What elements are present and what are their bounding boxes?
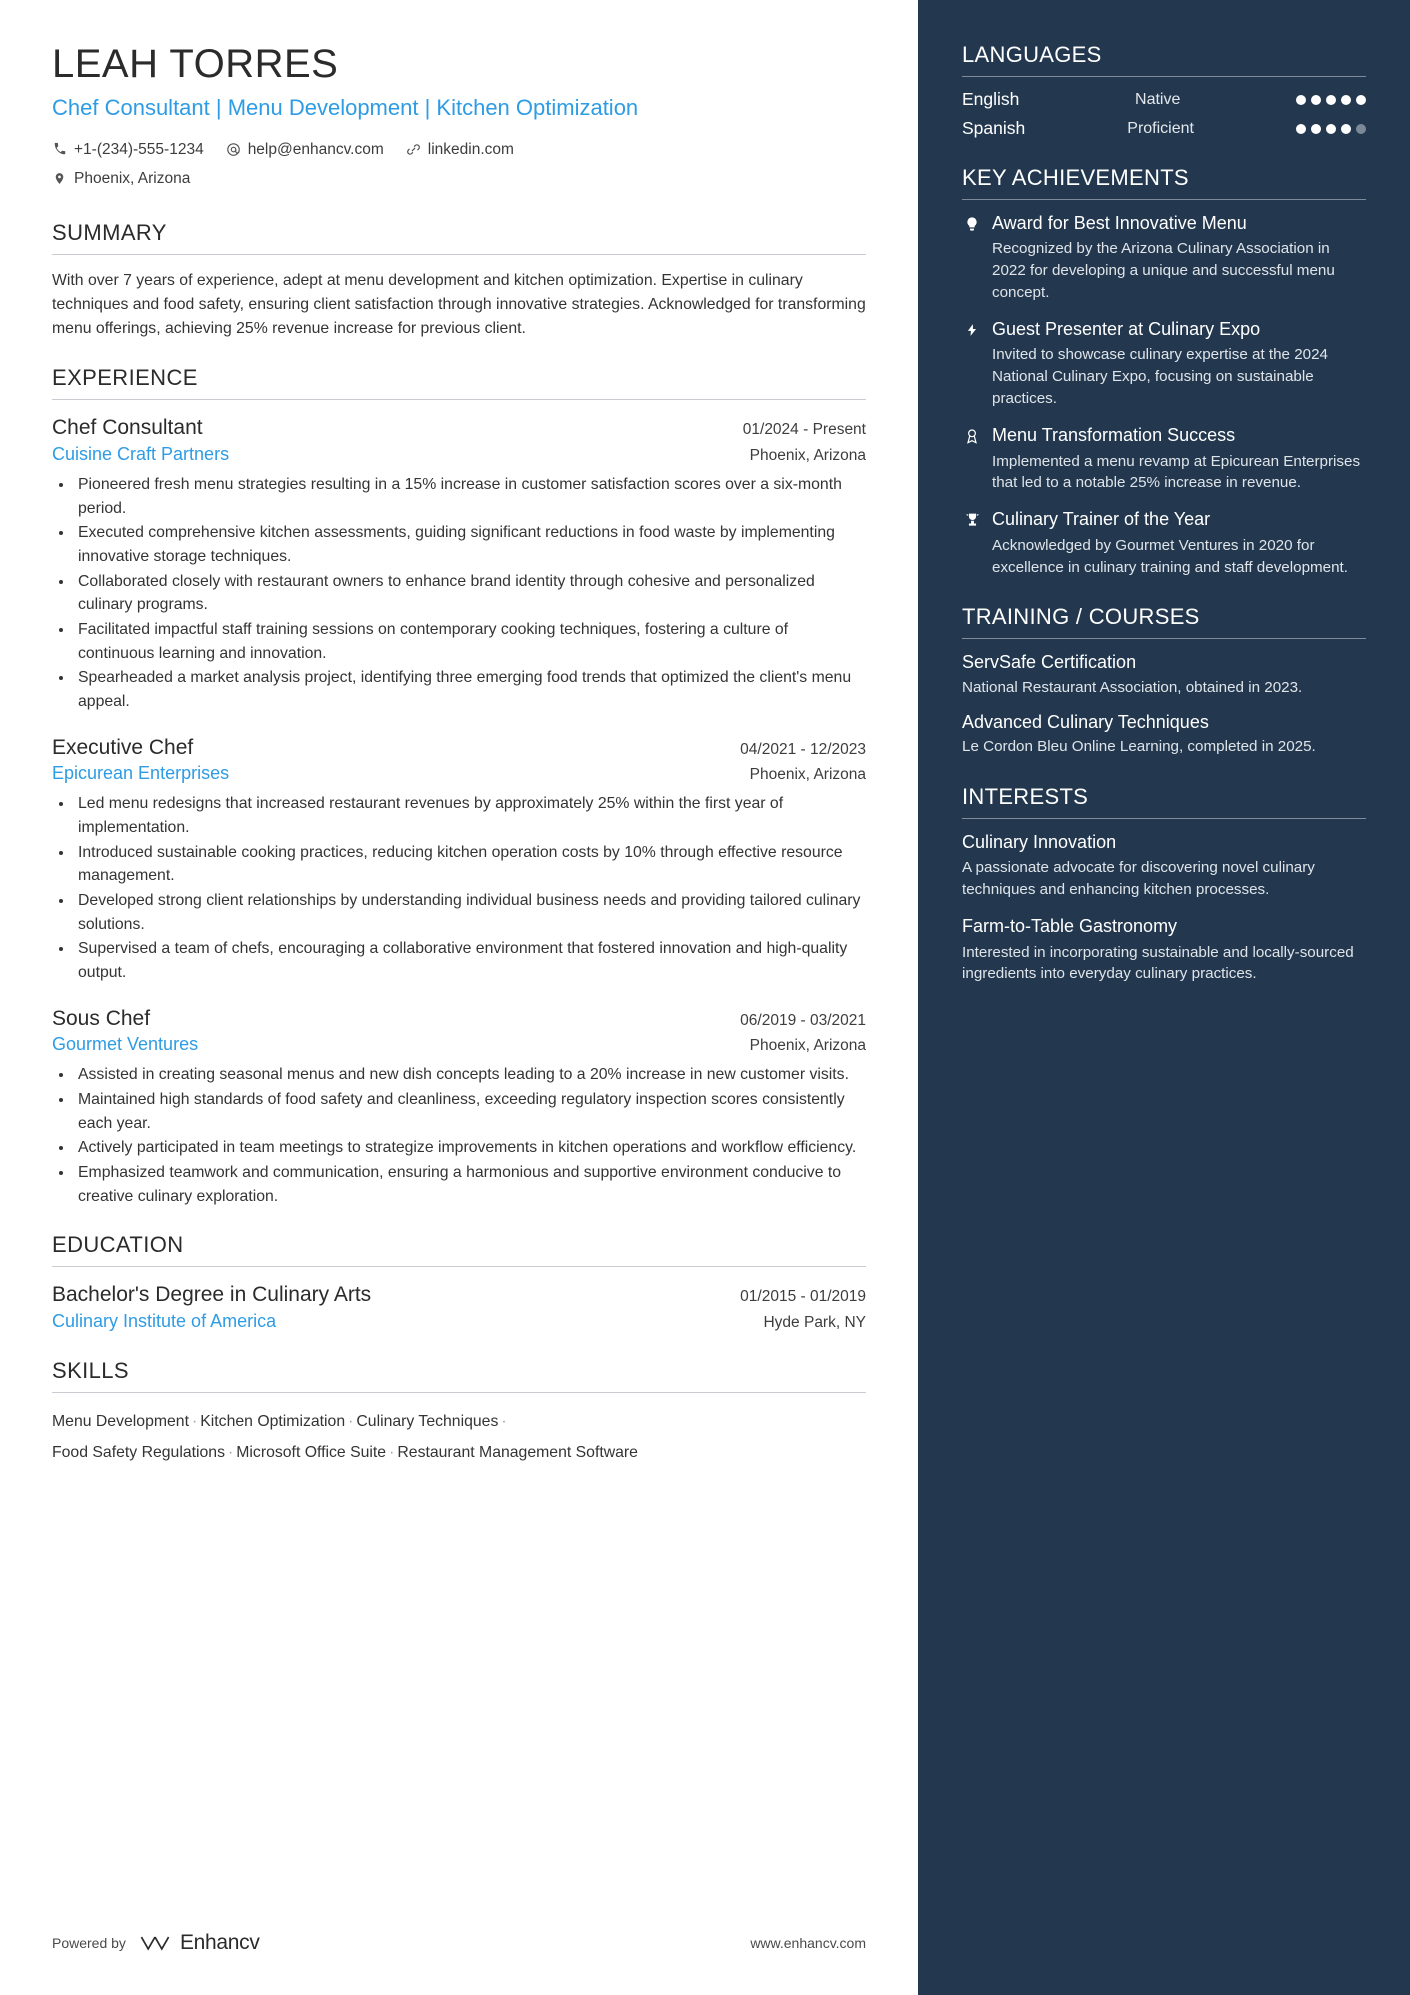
job-company: Gourmet Ventures xyxy=(52,1033,199,1054)
job-company: Cuisine Craft Partners xyxy=(52,443,230,464)
page-title: LEAH TORRES xyxy=(52,42,339,86)
lightbulb-icon xyxy=(962,212,982,304)
section-title-interests: INTERESTS xyxy=(962,784,1366,819)
link-icon xyxy=(406,142,421,157)
skill-item: Menu Development xyxy=(52,1412,189,1430)
training-item xyxy=(962,711,1366,758)
section-training-courses xyxy=(962,604,1366,758)
bolt-icon xyxy=(962,318,982,410)
achievement-detail: Implemented a menu revamp at Epicurean Enterprises that led to a notable 25% increase in revenue. xyxy=(992,452,1361,492)
section-title-experience: EXPERIENCE xyxy=(52,365,866,400)
language-level: Native xyxy=(1135,90,1181,108)
skill-item: Microsoft Office Suite xyxy=(236,1443,387,1461)
skill-item: Restaurant Management Software xyxy=(397,1443,638,1461)
contact-email xyxy=(226,138,384,161)
location-icon xyxy=(52,171,67,186)
achievement-detail: Recognized by the Arizona Culinary Association in 2022 for developing a unique and successful menu concept. xyxy=(992,240,1335,302)
training-detail: National Restaurant Association, obtained in 2023. xyxy=(962,678,1303,696)
achievement-heading: Award for Best Innovative Menu xyxy=(992,213,1247,233)
experience-item xyxy=(52,414,866,713)
skills-line xyxy=(52,1438,866,1469)
contact-link-text: linkedin.com xyxy=(427,140,514,158)
job-bullets xyxy=(52,473,866,714)
achievement-item xyxy=(962,424,1366,494)
skill-separator: · xyxy=(191,1412,198,1430)
contact-location xyxy=(52,167,692,190)
skill-separator: · xyxy=(348,1412,354,1430)
contact-phone-text: +1-(234)-555-1234 xyxy=(74,140,204,158)
section-title-key-achievements: KEY ACHIEVEMENTS xyxy=(962,165,1366,200)
skill-item: Culinary Techniques xyxy=(356,1412,499,1430)
job-bullet: • Maintained high standards of food safety and cleanliness, exceeding regulatory inspection scores consistently each year. xyxy=(74,1088,866,1135)
achievement-body xyxy=(992,508,1366,578)
achievement-heading: Culinary Trainer of the Year xyxy=(992,509,1211,530)
language-level: Proficient xyxy=(1127,119,1194,137)
language-item xyxy=(962,89,1366,110)
contact-phone xyxy=(52,138,204,161)
job-dates: 04/2021 - 12/2023 xyxy=(740,740,866,758)
interest-item xyxy=(962,915,1366,985)
education-dates: 01/2015 - 01/2019 xyxy=(740,1288,866,1306)
job-bullets xyxy=(52,1063,866,1208)
section-key-achievements xyxy=(962,165,1366,578)
section-education xyxy=(52,1232,866,1333)
job-location: Phoenix, Arizona xyxy=(749,765,866,783)
job-bullet: • Led menu redesigns that increased restaurant revenues by approximately 25% within the first year of implementation. xyxy=(74,792,866,839)
section-title-skills: SKILLS xyxy=(52,1358,866,1393)
achievement-body xyxy=(992,212,1366,304)
section-title-training-courses: TRAINING / COURSES xyxy=(962,604,1366,639)
section-experience xyxy=(52,365,866,1208)
phone-icon xyxy=(52,142,67,157)
achievement-detail: Invited to showcase culinary expertise at the 2024 National Culinary Expo, focusing on sustainable practices. xyxy=(992,346,1329,408)
language-name: Spanish xyxy=(962,118,1026,138)
achievement-detail: Acknowledged by Gourmet Ventures in 2020 for excellence in culinary training and staff development. xyxy=(992,536,1348,576)
skill-separator: · xyxy=(228,1443,234,1461)
training-item xyxy=(962,651,1366,698)
language-rating-dots xyxy=(1296,95,1366,105)
ribbon-icon xyxy=(962,424,982,494)
email-icon xyxy=(226,142,241,157)
job-title: Sous Chef xyxy=(52,1006,151,1030)
job-bullets xyxy=(52,792,866,985)
training-detail: Le Cordon Bleu Online Learning, completed in 2025. xyxy=(962,738,1316,756)
education-location: Hyde Park, NY xyxy=(763,1313,866,1331)
job-title: Executive Chef xyxy=(52,735,194,759)
interest-heading: Culinary Innovation xyxy=(962,832,1117,853)
contact-email-text: help@enhancv.com xyxy=(247,140,384,158)
contact-list xyxy=(52,138,692,191)
education-item xyxy=(52,1281,866,1333)
interest-item xyxy=(962,831,1366,901)
skill-item: Kitchen Optimization xyxy=(200,1412,346,1430)
job-bullet: • Introduced sustainable cooking practices, reducing kitchen operation costs by 10% through effective resource management. xyxy=(74,841,866,888)
achievement-item xyxy=(962,212,1366,304)
job-bullet: • Executed comprehensive kitchen assessments, guiding significant reductions in food waste by implementing innovative storage techniques. xyxy=(74,521,866,568)
skills-line xyxy=(52,1407,866,1438)
job-bullet: • Collaborated closely with restaurant owners to enhance brand identity through cohesive and personalized culinary programs. xyxy=(74,570,866,617)
headline: Chef Consultant | Menu Development | Kitchen Optimization xyxy=(52,94,639,120)
skill-separator: · xyxy=(389,1443,395,1461)
achievement-heading: Guest Presenter at Culinary Expo xyxy=(992,319,1261,340)
brand-logo xyxy=(138,1931,260,1955)
footer-website: www.enhancv.com xyxy=(750,1935,866,1951)
job-dates: 01/2024 - Present xyxy=(742,421,866,439)
footer-powered-by: Powered by xyxy=(52,1935,126,1951)
achievement-body xyxy=(992,424,1366,494)
training-heading: ServSafe Certification xyxy=(962,652,1137,673)
job-bullet: • Emphasized teamwork and communication, ensuring a harmonious and supportive environment conducive to creative culinary exploration. xyxy=(74,1161,866,1208)
job-title: Chef Consultant xyxy=(52,416,203,440)
language-rating-dots xyxy=(1296,124,1366,134)
education-degree: Bachelor's Degree in Culinary Arts xyxy=(52,1283,372,1307)
achievement-heading: Menu Transformation Success xyxy=(992,425,1236,446)
brand-name: Enhancv xyxy=(179,1931,260,1954)
section-title-education: EDUCATION xyxy=(52,1232,866,1267)
resume-sidebar xyxy=(918,0,1410,1995)
interest-detail: A passionate advocate for discovering novel culinary techniques and enhancing kitchen processes. xyxy=(962,859,1315,899)
section-interests xyxy=(962,784,1366,985)
job-location: Phoenix, Arizona xyxy=(749,446,866,464)
job-bullet: • Facilitated impactful staff training sessions on contemporary cooking techniques, fostering a culture of continuous learning and innovation. xyxy=(74,618,866,665)
footer-brand-group xyxy=(52,1931,260,1955)
language-item xyxy=(962,118,1366,139)
job-bullet: • Assisted in creating seasonal menus and new dish concepts leading to a 20% increase in new customer visits. xyxy=(74,1063,866,1087)
interest-heading: Farm-to-Table Gastronomy xyxy=(962,916,1178,937)
job-company: Epicurean Enterprises xyxy=(52,762,230,783)
contact-location-text: Phoenix, Arizona xyxy=(74,170,191,188)
section-title-languages: LANGUAGES xyxy=(962,42,1366,77)
job-location: Phoenix, Arizona xyxy=(749,1036,866,1054)
skill-item: Food Safety Regulations xyxy=(52,1443,225,1461)
trophy-icon xyxy=(962,508,982,578)
section-skills xyxy=(52,1358,866,1469)
job-bullet: • Actively participated in team meetings to strategize improvements in kitchen operations and workflow efficiency. xyxy=(74,1136,866,1160)
language-name: English xyxy=(962,89,1020,109)
job-bullet: • Supervised a team of chefs, encouraging a collaborative environment that fostered innovation and high-quality output. xyxy=(74,937,866,984)
job-bullet: • Pioneered fresh menu strategies resulting in a 15% increase in customer satisfaction scores over a six-month period. xyxy=(74,473,866,520)
education-school: Culinary Institute of America xyxy=(52,1310,277,1331)
section-summary xyxy=(52,220,866,341)
section-languages xyxy=(962,42,1366,139)
footer xyxy=(52,1931,866,1955)
achievement-body xyxy=(992,318,1366,410)
section-title-summary: SUMMARY xyxy=(52,220,866,255)
training-heading: Advanced Culinary Techniques xyxy=(962,711,1209,732)
interest-detail: Interested in incorporating sustainable and locally-sourced ingredients into everyday culinary practices. xyxy=(962,943,1354,983)
job-bullet: • Developed strong client relationships by understanding individual business needs and providing tailored culinary solutions. xyxy=(74,889,866,936)
achievement-item xyxy=(962,318,1366,410)
enhancv-logo-icon xyxy=(138,1933,172,1953)
job-dates: 06/2019 - 03/2021 xyxy=(740,1011,866,1029)
experience-item xyxy=(52,734,866,985)
summary-text: With over 7 years of experience, adept at menu development and kitchen optimization. Expertise in culinary techniques and food safety, ensuring client satisfaction through innovative strategies. Acknowledged for transforming menu offerings, achieving 25% revenue increase for previous client. xyxy=(52,272,866,338)
experience-item xyxy=(52,1005,866,1209)
contact-link xyxy=(406,138,514,161)
achievement-item xyxy=(962,508,1366,578)
skill-separator: · xyxy=(501,1412,507,1430)
job-bullet: • Spearheaded a market analysis project, identifying three emerging food trends that optimized the client's menu appeal. xyxy=(74,666,866,713)
